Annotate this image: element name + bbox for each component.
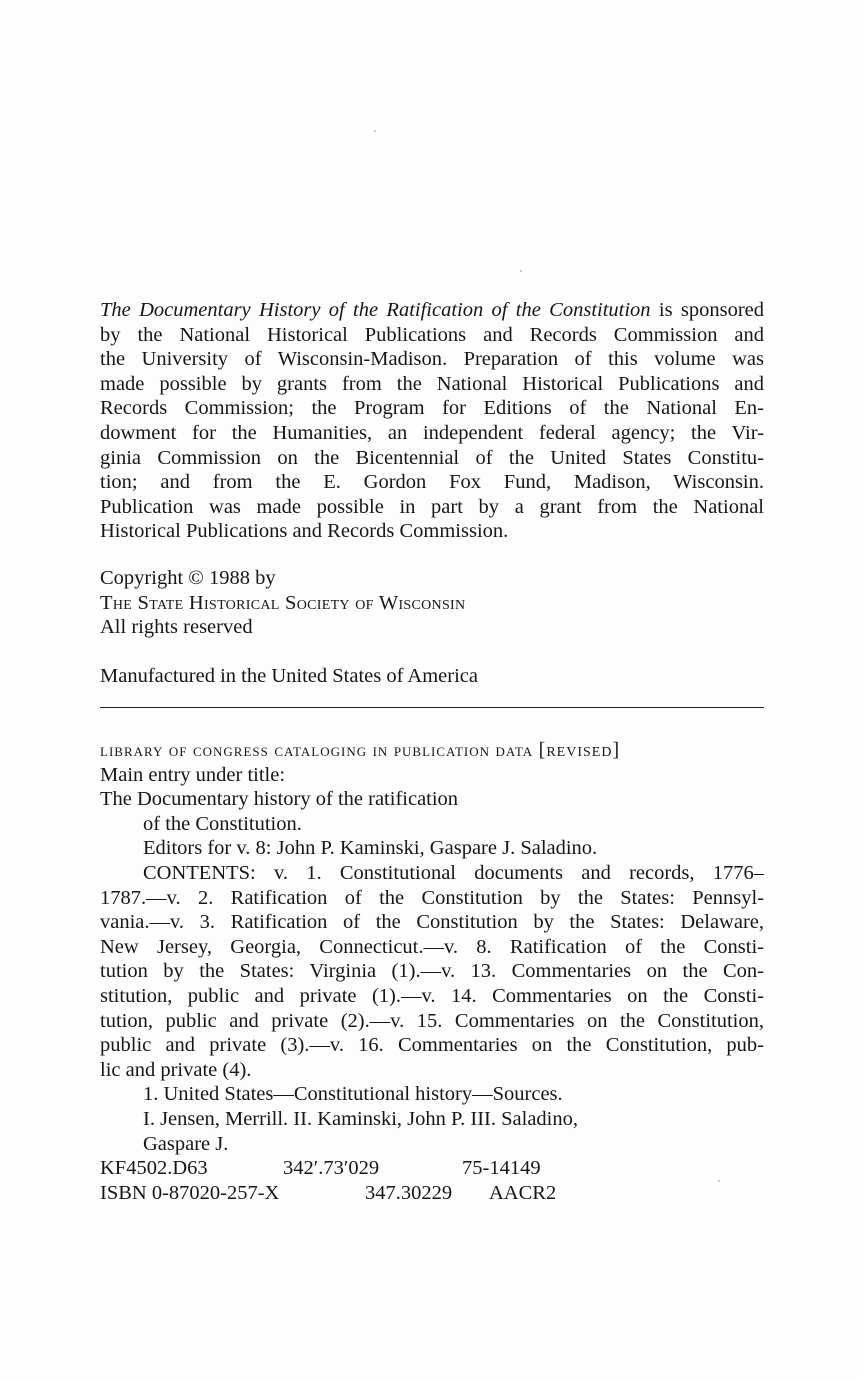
sponsor-line-5: Records Commission; the Program for Editions of the National En- xyxy=(100,397,764,420)
copyright-line: Copyright © 1988 by xyxy=(100,567,276,589)
sponsor-line-2: by the National Historical Publications and Records Commission and xyxy=(100,323,764,346)
cip-contents xyxy=(100,861,764,1082)
manufactured-line: Manufactured in the United States of America xyxy=(100,665,478,687)
cip-contents-line: public and private (3).—v. 16. Commentaries on the Constitution, pub- xyxy=(100,1034,764,1057)
cip-added-entries-2: Gaspare J. xyxy=(143,1132,229,1155)
cip-title-line-1: The Documentary history of the ratification xyxy=(100,788,459,811)
cip-classification-row xyxy=(100,1156,764,1181)
divider-rule xyxy=(100,707,764,708)
sponsor-line-1: The Documentary History of the Ratification of the Constitution is sponsored xyxy=(100,299,764,321)
publisher-name: The State Historical Society of Wisconsin xyxy=(100,591,466,614)
cip-contents-line: vania.—v. 3. Ratification of the Constitution by the States: Delaware, xyxy=(100,911,764,934)
cip-contents-line: lic and private (4). xyxy=(100,1058,252,1081)
dewey-number: 342′.73′029 xyxy=(283,1157,380,1180)
sponsor-paragraph xyxy=(100,298,764,544)
call-number: KF4502.D63 xyxy=(100,1157,208,1180)
sponsor-line-6: dowment for the Humanities, an independent federal agency; the Vir- xyxy=(100,421,764,444)
cip-contents-line: 1787.—v. 2. Ratification of the Constitution by the States: Pennsyl- xyxy=(100,886,764,909)
cip-heading-revised: [revised] xyxy=(538,739,621,761)
cip-data-block xyxy=(100,738,764,1205)
cataloging-rules: AACR2 xyxy=(489,1181,557,1204)
isbn: ISBN 0-87020-257-X xyxy=(100,1181,280,1204)
cip-isbn-row xyxy=(100,1181,764,1206)
paper-speck xyxy=(374,130,376,132)
series-title: The Documentary History of the Ratification of the Constitution xyxy=(100,299,651,321)
dewey-number-2: 347.30229 xyxy=(365,1181,453,1204)
cip-contents-line: tution, public and private (2).—v. 15. Commentaries on the Constitution, xyxy=(100,1009,764,1032)
cip-main-entry: Main entry under title: xyxy=(100,763,286,786)
cip-contents-line: tution by the States: Virginia (1).—v. 13. Commentaries on the Con- xyxy=(100,960,764,983)
cip-contents-line: New Jersey, Georgia, Connecticut.—v. 8. Ratification of the Consti- xyxy=(100,935,764,958)
cip-editors: Editors for v. 8: John P. Kaminski, Gaspare J. Saladino. xyxy=(143,837,598,860)
cip-contents-line: stitution, public and private (1).—v. 14. Commentaries on the Consti- xyxy=(100,984,764,1007)
sponsor-line-9: Publication was made possible in part by a grant from the National xyxy=(100,495,764,518)
sponsor-line-10: Historical Publications and Records Commission. xyxy=(100,520,509,543)
sponsor-line-8: tion; and from the E. Gordon Fox Fund, Madison, Wisconsin. xyxy=(100,471,764,494)
sponsor-line-3: the University of Wisconsin-Madison. Preparation of this volume was xyxy=(100,348,764,371)
sponsor-line-4: made possible by grants from the National Historical Publications and xyxy=(100,372,764,395)
cip-subject: 1. United States—Constitutional history—Sources. xyxy=(143,1083,563,1106)
cip-added-entries-1: I. Jensen, Merrill. II. Kaminski, John P. III. Saladino, xyxy=(143,1107,578,1130)
paper-speck xyxy=(520,270,522,272)
sponsor-line-7: ginia Commission on the Bicentennial of the United States Constitu- xyxy=(100,446,764,469)
copyright-block xyxy=(100,566,764,640)
cip-title-line-2: of the Constitution. xyxy=(143,812,302,835)
cip-heading: library of congress cataloging in publication data [revised] xyxy=(100,739,621,761)
rights-reserved: All rights reserved xyxy=(100,616,253,639)
lccn: 75-14149 xyxy=(462,1157,541,1180)
cip-contents-line: CONTENTS: v. 1. Constitutional documents and records, 1776– xyxy=(143,861,764,884)
paper-speck xyxy=(718,1180,720,1182)
